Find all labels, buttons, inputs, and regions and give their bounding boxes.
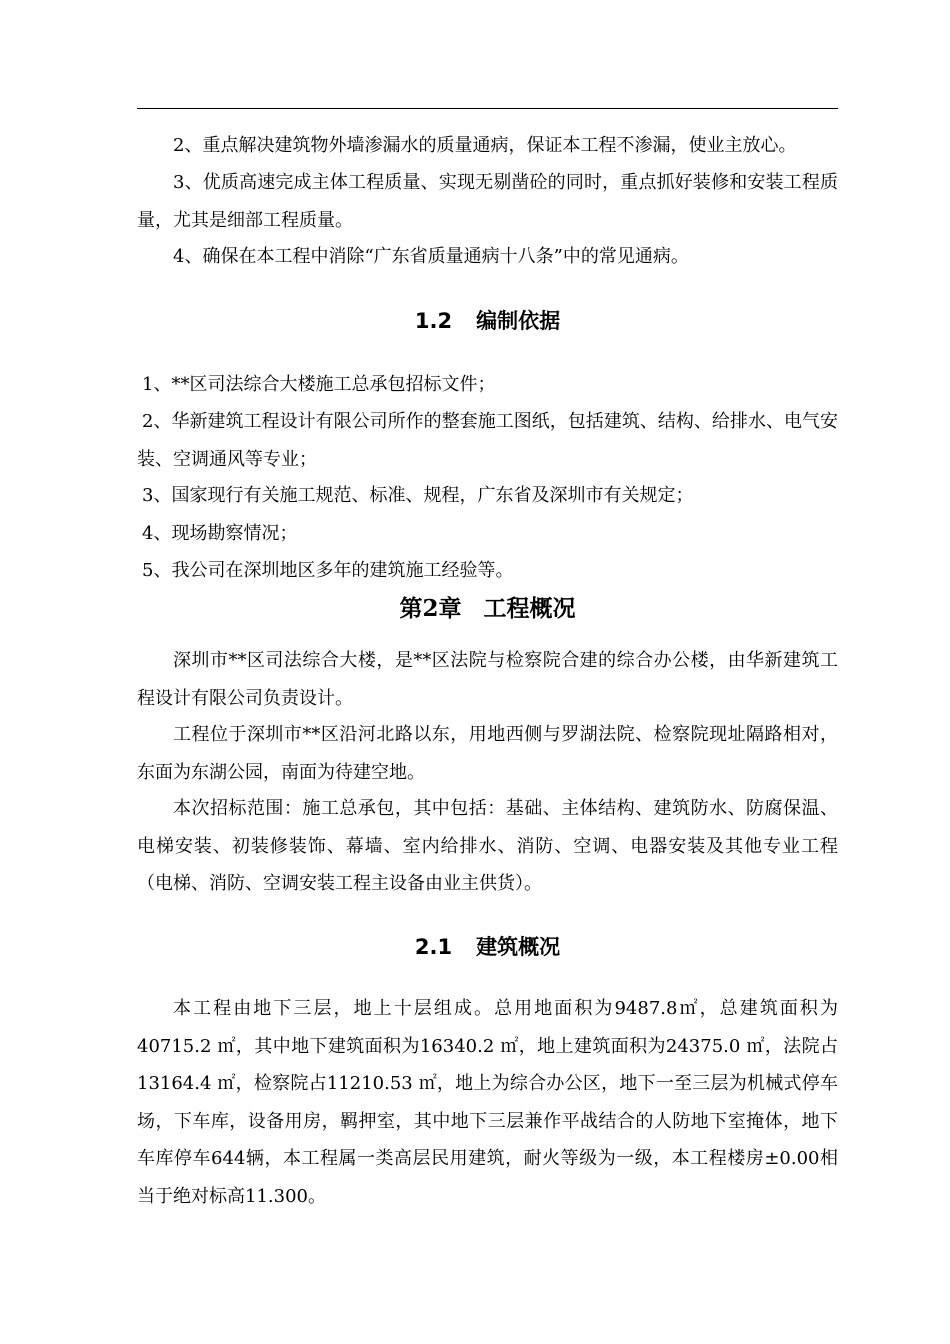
section-number: 1.2 [414, 309, 453, 333]
goal-item-2: 2、重点解决建筑物外墙渗漏水的质量通病，保证本工程不渗漏，使业主放心。 [173, 135, 797, 156]
goal-item-4: 4、确保在本工程中消除“广东省质量通病十八条”中的常见通病。 [173, 246, 689, 267]
basis-item-2: 2、华新建筑工程设计有限公司所作的整套施工图纸，包括建筑、结构、给排水、电气安装、空调通风等专业； [137, 411, 838, 470]
building-overview-paragraph: 本工程由地下三层，地上十层组成。总用地面积为9487.8㎡，总建筑面积为40715.2 ㎡，其中地下建筑面积为16340.2 ㎡，地上建筑面积为24375.0 ㎡，法院占13164.4 ㎡，检察院占11210.53 ㎡，地上为综合办公区，地下一至三层为机械式停车场，下车库，设备用房，羁押室，其中地下三层兼作平战结合的人防地下室掩体，地下车库停车644辆，本工程属一类高层民用建筑，耐火等级为一级，本工程楼房±0.00相当于绝对标高11.300。 [137, 998, 838, 1207]
overview-paragraph-1: 深圳市**区司法综合大楼，是**区法院与检察院合建的综合办公楼，由华新建筑工程设计有限公司负责设计。 [137, 650, 838, 709]
section-number: 2.1 [414, 935, 453, 959]
basis-item-3: 3、国家现行有关施工规范、标准、规程，广东省及深圳市有关规定； [142, 485, 694, 506]
chapter-title: 工程概况 [483, 595, 576, 622]
section-title: 建筑概况 [476, 935, 561, 959]
chapter-heading [137, 590, 838, 623]
chapter-number: 第2章 [399, 595, 462, 622]
basis-item-5: 5、我公司在深圳地区多年的建筑施工经验等。 [142, 560, 514, 581]
header-rule [137, 108, 838, 109]
section-title: 编制依据 [476, 309, 561, 333]
section-heading-1-2 [137, 305, 838, 335]
section-heading-2-1 [137, 931, 838, 961]
goal-item-3: 3、优质高速完成主体工程质量、实现无剔凿砼的同时，重点抓好装修和安装工程质量，尤其是细部工程质量。 [137, 172, 838, 231]
basis-item-4: 4、现场勘察情况； [142, 523, 298, 544]
overview-paragraph-3: 本次招标范围：施工总承包，其中包括：基础、主体结构、建筑防水、防腐保温、电梯安装、初装修装饰、幕墙、室内给排水、消防、空调、电器安装及其他专业工程（电梯、消防、空调安装工程主设备由业主供货）。 [137, 798, 838, 894]
basis-item-1: 1、**区司法综合大楼施工总承包招标文件； [142, 374, 496, 395]
overview-paragraph-2: 工程位于深圳市**区沿河北路以东，用地西侧与罗湖法院、检察院现址隔路相对，东面为东湖公园，南面为待建空地。 [137, 724, 838, 783]
